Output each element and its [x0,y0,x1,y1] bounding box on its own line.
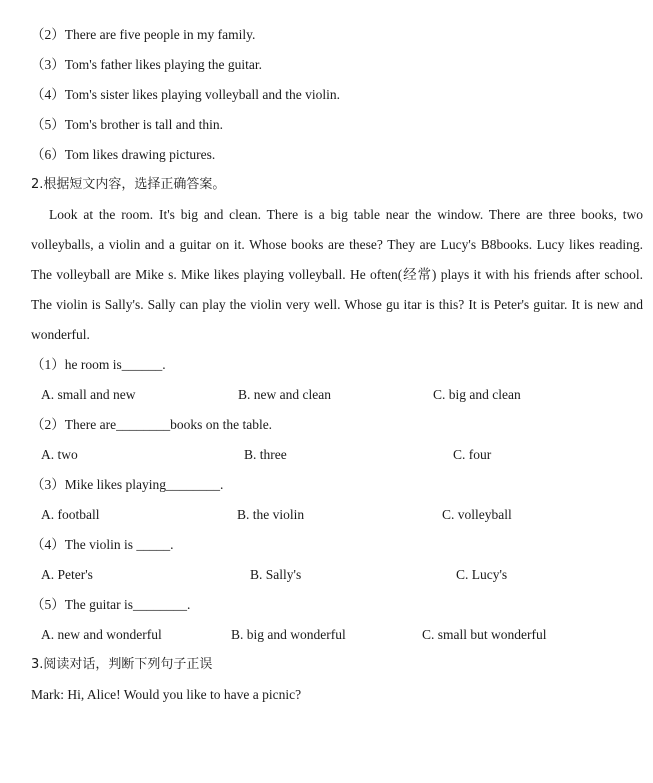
q4-option-a[interactable]: A. Peter's [41,567,93,582]
dialogue-line-1: Mark: Hi, Alice! Would you like to have a picnic? [31,687,302,702]
q3-option-a[interactable]: A. football [41,507,100,522]
q5-option-a[interactable]: A. new and wonderful [41,627,162,642]
q1-option-c[interactable]: C. big and clean [433,387,521,402]
statement-3: （3）Tom's father likes playing the guitar. [31,57,262,72]
statement-5: （5）Tom's brother is tall and thin. [31,117,223,132]
q4-option-c[interactable]: C. Lucy's [456,567,508,582]
question-3: （3）Mike likes playing________. [31,477,224,492]
q1-option-b[interactable]: B. new and clean [238,387,331,402]
passage-text: Look at the room. It's big and clean. There is a big table near the window. There are three books, two volleyballs, a violin and a guitar on it. Whose books are these? They are Lucy's B8books. Lucy likes reading. The volleyball are Mike s. Mike likes playing volleyball. He often(经常) plays it with his friends after school. The violin is Sally's. Sally can play the violin very well. Whose gu itar is this? It is Peter's guitar. It is new and wonderful. [31,207,643,342]
q4-option-b[interactable]: B. Sally's [250,567,302,582]
q3-option-b[interactable]: B. the violin [237,507,305,522]
question-5: （5）The guitar is________. [31,597,191,612]
section-2-heading: 2.根据短文内容，选择正确答案。 [31,177,226,192]
statement-6: （6）Tom likes drawing pictures. [31,147,216,162]
statement-4: （4）Tom's sister likes playing volleyball and the violin. [31,87,340,102]
question-4: （4）The violin is _____. [31,537,174,552]
q3-option-c[interactable]: C. volleyball [442,507,512,522]
q5-option-c[interactable]: C. small but wonderful [422,627,547,642]
q5-option-b[interactable]: B. big and wonderful [231,627,346,642]
question-2: （2）There are________books on the table. [31,417,273,432]
reading-passage [31,200,643,350]
section-3-heading: 3.阅读对话，判断下列句子正误 [31,657,213,672]
q2-option-b[interactable]: B. three [244,447,287,462]
q2-option-a[interactable]: A. two [41,447,78,462]
q2-option-c[interactable]: C. four [453,447,492,462]
q1-option-a[interactable]: A. small and new [41,387,136,402]
statement-2: （2）There are five people in my family. [31,27,256,42]
question-1: （1）he room is______. [31,357,166,372]
